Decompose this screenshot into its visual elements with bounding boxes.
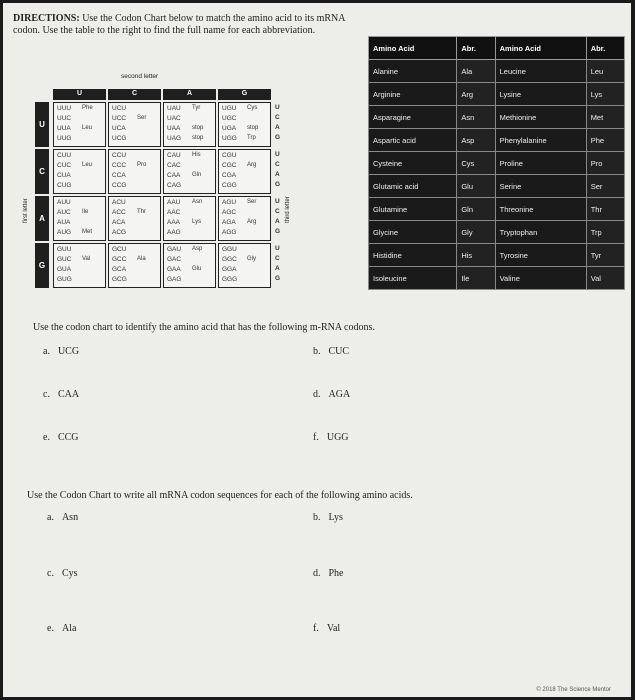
codon-block	[108, 196, 161, 241]
codon: GGU	[222, 246, 237, 253]
question-item	[43, 346, 79, 357]
codon: CUC	[57, 162, 72, 169]
codon-block	[108, 149, 161, 194]
worksheet-page	[3, 3, 631, 697]
codon: CAG	[167, 182, 182, 189]
amino-acid-label: Glu	[192, 266, 202, 272]
amino-acid-label: Ala	[137, 256, 146, 262]
amino-table-row	[369, 129, 625, 152]
first-letter-header: G	[35, 243, 49, 288]
question-label: d.	[313, 568, 321, 579]
codon: CCG	[112, 182, 127, 189]
amino-acid-name: Phenylalanine	[495, 129, 586, 152]
amino-table-row	[369, 175, 625, 198]
third-letter-base: C	[275, 255, 280, 262]
amino-acid-abbr: Cys	[457, 152, 495, 175]
amino-acid-label: Gln	[192, 172, 202, 178]
question-value: Lys	[328, 512, 343, 523]
third-letter-base: C	[275, 161, 280, 168]
question-item	[47, 568, 78, 579]
question-label: b.	[313, 346, 321, 357]
question-value: Ala	[61, 623, 77, 634]
section2-instruction: Use the Codon Chart to write all mRNA codon sequences for each of the following amino acids.	[27, 490, 413, 501]
codon: AGU	[222, 199, 237, 206]
amino-acid-abbr: Pro	[586, 152, 624, 175]
second-letter-header: U	[53, 89, 106, 100]
codon: CGG	[222, 182, 237, 189]
amino-table-row	[369, 267, 625, 290]
amino-acid-name: Arginine	[369, 83, 457, 106]
amino-acid-label: Ser	[137, 115, 147, 121]
question-label: b.	[313, 512, 321, 523]
codon: CUG	[57, 182, 72, 189]
amino-acid-table	[368, 36, 625, 290]
amino-acid-label: stop	[247, 125, 259, 131]
second-letter-label: second letter	[121, 73, 159, 80]
codon: UCA	[112, 125, 126, 132]
codon-block	[108, 243, 161, 288]
third-letter-base: U	[275, 151, 280, 158]
question-value: Phe	[328, 568, 344, 579]
codon: UUU	[57, 105, 72, 112]
codon: GUG	[57, 276, 72, 283]
codon-block	[163, 149, 216, 194]
codon: UCG	[112, 135, 127, 142]
question-label: a.	[43, 346, 50, 357]
amino-acid-name: Valine	[495, 267, 586, 290]
codon: UCU	[112, 105, 127, 112]
third-letter-base: C	[275, 114, 280, 121]
amino-acid-name: Alanine	[369, 60, 457, 83]
third-letter-base: U	[275, 198, 280, 205]
amino-acid-abbr: Val	[586, 267, 624, 290]
codon: AUC	[57, 209, 71, 216]
amino-acid-abbr: His	[457, 244, 495, 267]
codon: AAU	[167, 199, 181, 206]
codon: UGU	[222, 105, 237, 112]
amino-acid-label: Thr	[137, 209, 146, 215]
codon: ACC	[112, 209, 126, 216]
codon: UGC	[222, 115, 237, 122]
codon: UUG	[57, 135, 72, 142]
amino-acid-label: stop	[192, 125, 204, 131]
third-letter-base: A	[275, 124, 280, 131]
question-label: a.	[47, 512, 54, 523]
codon: GCG	[112, 276, 127, 283]
third-letter-base: A	[275, 171, 280, 178]
codon-block	[163, 102, 216, 147]
codon: CCA	[112, 172, 126, 179]
amino-acid-label: His	[192, 152, 201, 158]
amino-acid-label: Phe	[82, 105, 93, 111]
amino-acid-label: Arg	[247, 162, 257, 168]
second-letter-header: G	[218, 89, 271, 100]
codon: GGC	[222, 256, 237, 263]
amino-acid-label: Gly	[247, 256, 256, 262]
question-item	[47, 623, 76, 634]
amino-acid-label: Arg	[247, 219, 257, 225]
amino-acid-label: Asp	[192, 246, 203, 252]
amino-acid-label: Ser	[247, 199, 257, 205]
codon: AUA	[57, 219, 71, 226]
codon-block	[53, 149, 106, 194]
amino-acid-name: Lysine	[495, 83, 586, 106]
codon: CCU	[112, 152, 127, 159]
codon-block	[218, 149, 271, 194]
codon: CAA	[167, 172, 181, 179]
codon-chart	[21, 73, 301, 285]
question-value: AGA	[328, 389, 351, 400]
third-letter-base: G	[275, 134, 281, 141]
amino-table-row	[369, 152, 625, 175]
first-letter-header: C	[35, 149, 49, 194]
codon: UCC	[112, 115, 127, 122]
codon: AUG	[57, 229, 72, 236]
amino-acid-label: Ile	[82, 209, 89, 215]
codon: GUC	[57, 256, 72, 263]
codon: GGG	[222, 276, 238, 283]
amino-acid-label: Lys	[192, 219, 202, 225]
amino-acid-name: Asparagine	[369, 106, 457, 129]
amino-acid-name: Tryptophan	[495, 221, 586, 244]
third-letter-base: C	[275, 208, 280, 215]
codon: UAU	[167, 105, 181, 112]
amino-acid-abbr: Glu	[457, 175, 495, 198]
codon: UAC	[167, 115, 181, 122]
codon-block	[108, 102, 161, 147]
third-letter-base: G	[275, 181, 281, 188]
question-label: d.	[313, 389, 321, 400]
amino-acid-abbr: Lys	[586, 83, 624, 106]
amino-acid-name: Glutamic acid	[369, 175, 457, 198]
header-amino-acid: Amino Acid	[369, 37, 457, 60]
codon: UGA	[222, 125, 237, 132]
amino-acid-abbr: Trp	[586, 221, 624, 244]
codon: CUU	[57, 152, 72, 159]
amino-acid-label: Trp	[247, 135, 256, 141]
codon: GUU	[57, 246, 72, 253]
codon: ACU	[112, 199, 126, 206]
header-abbreviation: Abr.	[586, 37, 624, 60]
directions-text	[13, 13, 348, 37]
amino-acid-name: Threonine	[495, 198, 586, 221]
codon: CCC	[112, 162, 127, 169]
codon: AGA	[222, 219, 236, 226]
amino-acid-abbr: Phe	[586, 129, 624, 152]
codon: CUA	[57, 172, 71, 179]
third-letter-base: A	[275, 218, 280, 225]
question-label: f.	[313, 623, 319, 634]
amino-acid-name: Glycine	[369, 221, 457, 244]
codon-block	[53, 196, 106, 241]
codon: GAG	[167, 276, 182, 283]
codon: GGA	[222, 266, 237, 273]
question-item	[313, 623, 340, 634]
third-letter-base: A	[275, 265, 280, 272]
amino-acid-label: Pro	[137, 162, 147, 168]
codon: CGC	[222, 162, 237, 169]
first-letter-label: first letter	[23, 198, 29, 223]
codon: AAC	[167, 209, 181, 216]
codon: ACG	[112, 229, 127, 236]
question-item	[43, 432, 79, 443]
question-value: UGG	[326, 432, 349, 443]
question-value: Cys	[61, 568, 78, 579]
amino-acid-abbr: Gly	[457, 221, 495, 244]
codon: CGA	[222, 172, 237, 179]
question-value: UCG	[57, 346, 80, 357]
amino-acid-name: Isoleucine	[369, 267, 457, 290]
codon-block	[53, 243, 106, 288]
header-amino-acid: Amino Acid	[495, 37, 586, 60]
question-label: c.	[47, 568, 54, 579]
amino-acid-abbr: Asp	[457, 129, 495, 152]
third-letter-base: U	[275, 245, 280, 252]
codon: UAG	[167, 135, 182, 142]
amino-acid-abbr: Ile	[457, 267, 495, 290]
amino-table-row	[369, 244, 625, 267]
codon: AAG	[167, 229, 181, 236]
third-letter-base: G	[275, 275, 281, 282]
directions-body: Use the Codon Chart below to match the amino acid to its mRNA codon. Use the table to the right to find the full name for each abbreviation.	[13, 13, 345, 36]
codon: CAU	[167, 152, 181, 159]
codon-block	[218, 102, 271, 147]
question-value: Asn	[61, 512, 79, 523]
amino-table-row	[369, 83, 625, 106]
question-item	[313, 432, 349, 443]
codon: UAA	[167, 125, 181, 132]
codon: CGU	[222, 152, 237, 159]
third-letter-label: third letter	[285, 196, 291, 223]
question-value: CCG	[57, 432, 79, 443]
first-letter-header: A	[35, 196, 49, 241]
amino-table-row	[369, 198, 625, 221]
codon: AAA	[167, 219, 181, 226]
amino-acid-label: stop	[192, 135, 204, 141]
codon: GAU	[167, 246, 182, 253]
amino-acid-abbr: Asn	[457, 106, 495, 129]
question-item	[47, 512, 78, 523]
amino-acid-label: Met	[82, 229, 93, 235]
codon-block	[218, 196, 271, 241]
third-letter-base: U	[275, 104, 280, 111]
question-item	[313, 568, 344, 579]
codon-block	[53, 102, 106, 147]
codon: AUU	[57, 199, 71, 206]
third-letter-base: G	[275, 228, 281, 235]
amino-acid-abbr: Gln	[457, 198, 495, 221]
codon: GCA	[112, 266, 127, 273]
question-item	[313, 346, 349, 357]
question-value: CUC	[328, 346, 350, 357]
question-value: Val	[326, 623, 341, 634]
amino-acid-name: Glutamine	[369, 198, 457, 221]
amino-acid-abbr: Tyr	[586, 244, 624, 267]
codon: GCC	[112, 256, 127, 263]
codon: GCU	[112, 246, 127, 253]
amino-acid-name: Leucine	[495, 60, 586, 83]
codon-block	[218, 243, 271, 288]
codon: UUC	[57, 115, 72, 122]
codon: CAC	[167, 162, 181, 169]
question-value: CAA	[57, 389, 80, 400]
section1-instruction: Use the codon chart to identify the amino acid that has the following m-RNA codons.	[33, 322, 375, 333]
second-letter-header: A	[163, 89, 216, 100]
question-label: f.	[313, 432, 319, 443]
amino-acid-abbr: Thr	[586, 198, 624, 221]
second-letter-header: C	[108, 89, 161, 100]
amino-acid-abbr: Ser	[586, 175, 624, 198]
amino-acid-name: Aspartic acid	[369, 129, 457, 152]
question-label: c.	[43, 389, 50, 400]
codon: AGG	[222, 229, 237, 236]
amino-acid-label: Asn	[192, 199, 203, 205]
question-item	[313, 389, 350, 400]
copyright-footer: © 2018 The Science Mentor	[536, 687, 611, 693]
amino-acid-name: Proline	[495, 152, 586, 175]
codon-block	[163, 196, 216, 241]
amino-table-row	[369, 106, 625, 129]
amino-acid-label: Cys	[247, 105, 258, 111]
amino-acid-abbr: Met	[586, 106, 624, 129]
amino-acid-label: Val	[82, 256, 91, 262]
amino-acid-name: Tyrosine	[495, 244, 586, 267]
codon: GUA	[57, 266, 72, 273]
codon: AGC	[222, 209, 237, 216]
amino-acid-label: Tyr	[192, 105, 201, 111]
codon: GAA	[167, 266, 181, 273]
amino-acid-name: Histidine	[369, 244, 457, 267]
amino-acid-abbr: Ala	[457, 60, 495, 83]
codon: UGG	[222, 135, 237, 142]
codon-block	[163, 243, 216, 288]
amino-acid-name: Serine	[495, 175, 586, 198]
codon: UUA	[57, 125, 71, 132]
question-label: e.	[47, 623, 54, 634]
codon: GAC	[167, 256, 182, 263]
amino-acid-label: Leu	[82, 162, 93, 168]
amino-table-row	[369, 221, 625, 244]
directions-label: DIRECTIONS:	[13, 13, 80, 24]
header-abbreviation: Abr.	[457, 37, 495, 60]
question-item	[313, 512, 343, 523]
amino-acid-label: Leu	[82, 125, 93, 131]
amino-acid-abbr: Leu	[586, 60, 624, 83]
first-letter-header: U	[35, 102, 49, 147]
codon: ACA	[112, 219, 126, 226]
amino-acid-abbr: Arg	[457, 83, 495, 106]
amino-table-row	[369, 60, 625, 83]
question-label: e.	[43, 432, 50, 443]
amino-acid-name: Cysteine	[369, 152, 457, 175]
amino-table-header	[369, 37, 625, 60]
question-item	[43, 389, 79, 400]
amino-acid-name: Methionine	[495, 106, 586, 129]
